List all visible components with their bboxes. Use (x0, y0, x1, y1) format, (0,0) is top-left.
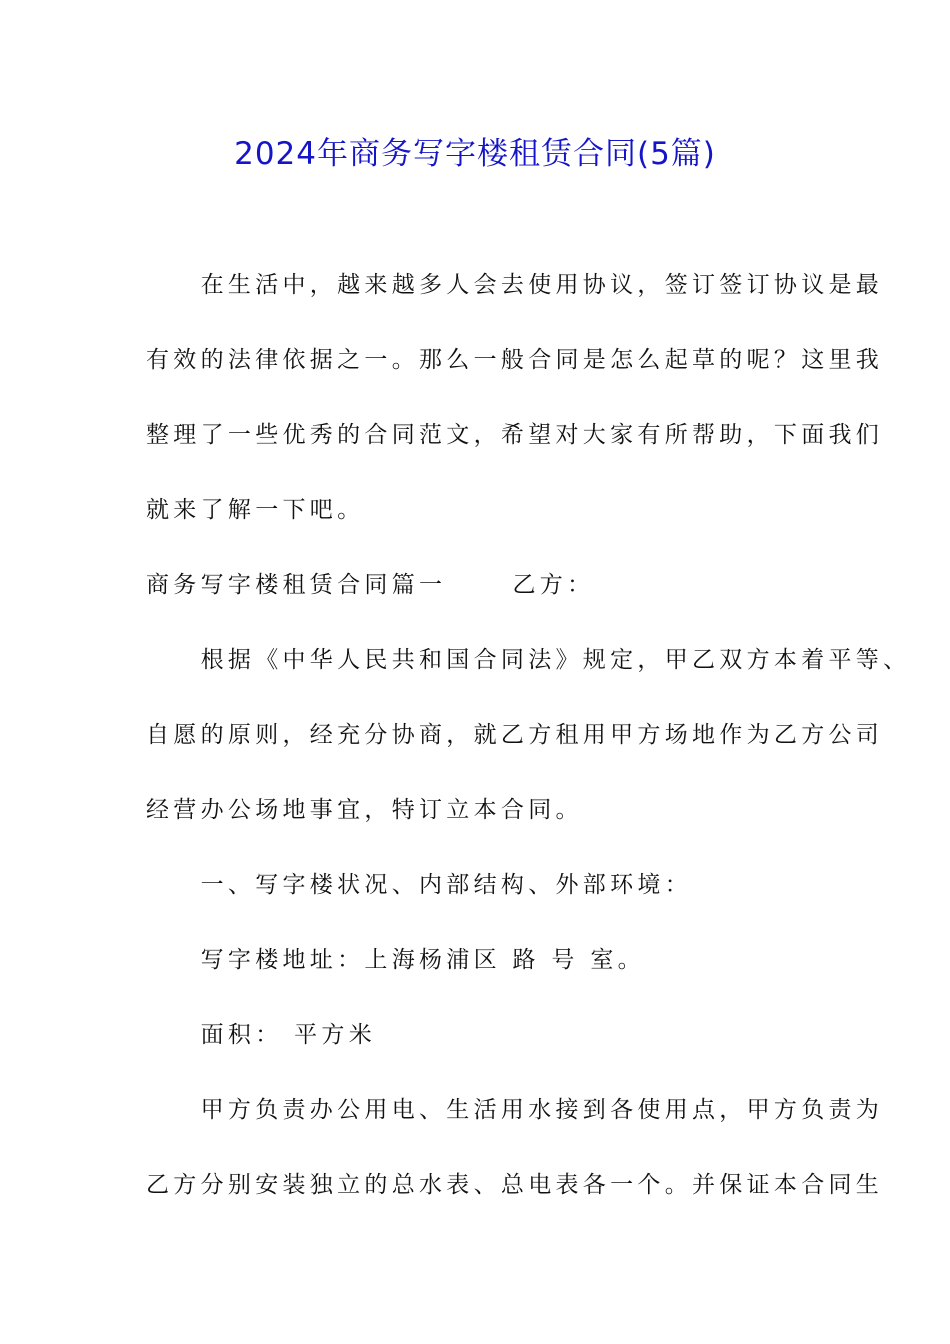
paragraph-line: 有效的法律依据之一。那么一般合同是怎么起草的呢？这里我 (146, 347, 884, 373)
clause-heading: 一、写字楼状况、内部结构、外部环境： (146, 872, 692, 898)
document-title: 2024年商务写字楼租赁合同(5篇) (234, 136, 716, 172)
paragraph-line: 甲方负责办公用电、生活用水接到各使用点，甲方负责为 (146, 1097, 884, 1123)
paragraph-line: 自愿的原则，经充分协商，就乙方租用甲方场地作为乙方公司 (146, 722, 884, 748)
paragraph-line: 经营办公场地事宜，特订立本合同。 (146, 797, 583, 823)
paragraph-line: 整理了一些优秀的合同范文，希望对大家有所帮助，下面我们 (146, 422, 884, 448)
section-heading: 商务写字楼租赁合同篇一 乙方： (146, 572, 595, 598)
area-line: 面积： 平方米 (146, 1022, 377, 1048)
paragraph-line: 就来了解一下吧。 (146, 497, 365, 523)
paragraph-line: 在生活中，越来越多人会去使用协议，签订签订协议是最 (146, 272, 884, 298)
address-line: 写字楼地址：上海杨浦区 路 号 室。 (146, 947, 645, 973)
paragraph-line: 根据《中华人民共和国合同法》规定，甲乙双方本着平等、 (146, 647, 911, 673)
paragraph-line: 乙方分别安装独立的总水表、总电表各一个。并保证本合同生 (146, 1172, 884, 1198)
